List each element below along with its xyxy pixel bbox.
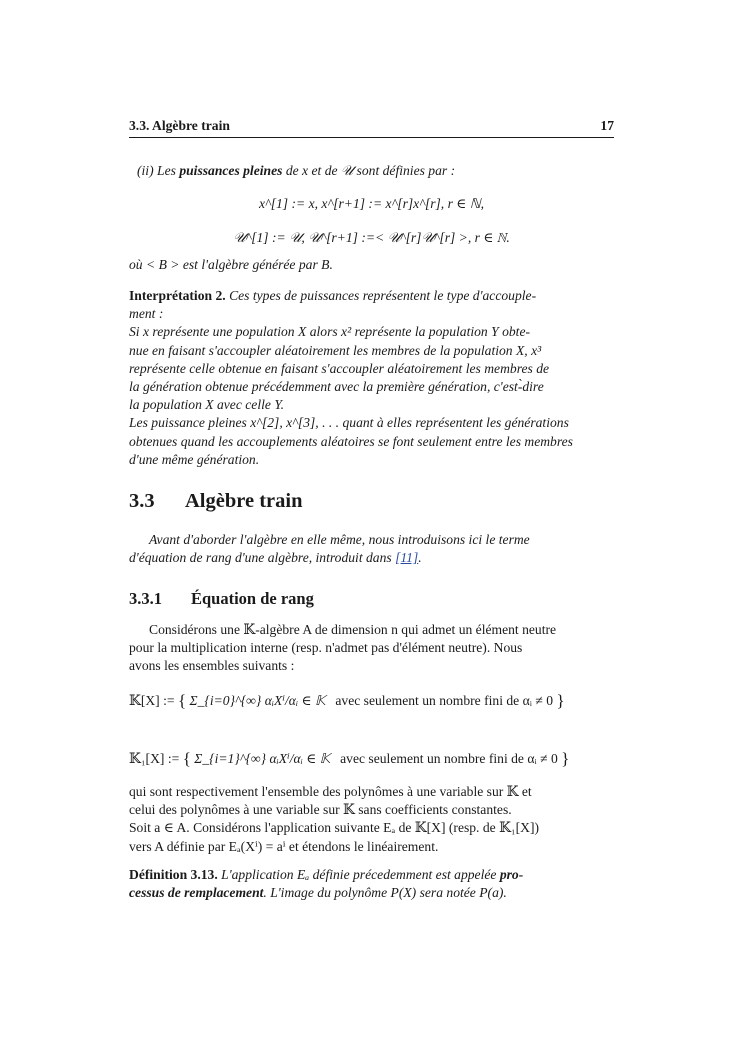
- paragraph-line: Considérons une 𝕂-algèbre A de dimension n qui admet un élément neutre: [149, 622, 557, 637]
- close-brace: }: [561, 749, 570, 768]
- paragraph-line: pour la multiplication interne (resp. n'admet pas d'élément neutre). Nous: [129, 640, 523, 656]
- interpretation-line: Si x représente une population X alors x² représente la population Y obte-: [129, 324, 531, 340]
- interpretation-line: la population X avec celle Y.: [129, 397, 285, 413]
- section-heading: [129, 492, 302, 510]
- paragraph-line: qui sont respectivement l'ensemble des polynômes à une variable sur 𝕂 et: [129, 784, 532, 799]
- set-definition-k: [129, 692, 614, 710]
- page-number: 17: [600, 118, 614, 133]
- item-ii-bold-term: puissances pleines: [179, 163, 283, 178]
- item-ii-label: (ii): [137, 163, 154, 178]
- close-brace: }: [556, 691, 565, 710]
- interpretation-line: nue en faisant s'accoupler aléatoirement les membres de la population X, x³: [129, 342, 542, 358]
- section-intro: [129, 531, 614, 567]
- definition-block: [129, 866, 614, 902]
- open-brace: {: [177, 691, 187, 710]
- subsection-paragraph-1: [129, 621, 614, 676]
- item-ii-text-b: de x et de 𝒰 sont définies par :: [285, 163, 456, 178]
- interpretation-line: obtenues quand les accouplements aléatoires se font seulement entre les membres: [129, 433, 573, 449]
- section-title: Algèbre train: [185, 490, 303, 512]
- set-condition: avec seulement un nombre fini de αᵢ ≠ 0: [340, 751, 558, 766]
- subsection-title: Équation de rang: [191, 589, 314, 608]
- interpretation-line: la génération obtenue précédemment avec la première génération, c'est-̀dire: [129, 379, 544, 395]
- subsection-number: 3.3.1: [129, 589, 162, 608]
- item-ii-note: où < B > est l'algèbre générée par B.: [129, 257, 333, 272]
- set-lhs: 𝕂[X] :=: [129, 693, 175, 708]
- running-header: [129, 117, 614, 138]
- set-lhs: 𝕂₁[X] :=: [129, 751, 180, 766]
- citation-link[interactable]: [11]: [395, 550, 419, 566]
- header-section-title: 3.3. Algèbre train: [129, 118, 230, 133]
- set-condition: avec seulement un nombre fini de αᵢ ≠ 0: [335, 693, 554, 708]
- section-intro-end: .: [418, 550, 422, 566]
- section-number: 3.3: [129, 490, 155, 512]
- definition-label: Définition 3.13.: [129, 867, 218, 882]
- paragraph-line: avons les ensembles suivants :: [129, 658, 295, 674]
- formula-power-u: 𝒰^[1] := 𝒰, 𝒰^[r+1] :=< 𝒰^[r]𝒰^[r] >, r ∈ ℕ.: [233, 230, 510, 245]
- set-sum: Σ_{i=0}^{∞} αᵢXⁱ/αᵢ ∈ 𝕂: [189, 693, 326, 708]
- interpretation-block: [129, 287, 614, 469]
- section-intro-line: Avant d'aborder l'algèbre en elle même, nous introduisons ici le terme: [149, 532, 530, 547]
- subsection-paragraph-2: [129, 783, 614, 856]
- definition-term: pro-: [499, 867, 524, 882]
- interpretation-line: Les puissance pleines x^[2], x^[3], . . . quant à elles représentent les générations: [129, 415, 569, 431]
- item-ii-line: [137, 162, 622, 180]
- interpretation-line: d'une même génération.: [129, 451, 260, 467]
- interpretation-line: Ces types de puissances représentent le type d'accouple-: [229, 288, 537, 303]
- set-definition-k1: [129, 750, 614, 768]
- paragraph-line: vers A définie par Eₐ(Xⁱ) = aⁱ et étendons le linéairement.: [129, 838, 439, 854]
- paragraph-line: Soit a ∈ A. Considérons l'application suivante Eₐ de 𝕂[X] (resp. de 𝕂₁[X]): [129, 820, 540, 836]
- formula-power-x: x^[1] := x, x^[r+1] := x^[r]x^[r], r ∈ ℕ,: [258, 196, 485, 211]
- definition-text: . L'image du polynôme P(X) sera notée P(a).: [263, 885, 507, 901]
- open-brace: {: [182, 749, 191, 768]
- section-intro-line: d'équation de rang d'une algèbre, introduit dans: [129, 550, 392, 566]
- definition-term: cessus de remplacement: [129, 885, 264, 901]
- interpretation-line: représente celle obtenue en faisant s'accoupler aléatoirement les membres de: [129, 360, 550, 376]
- set-sum: Σ_{i=1}^{∞} αᵢXⁱ/αᵢ ∈ 𝕂: [194, 751, 330, 766]
- interpretation-line: ment :: [129, 306, 164, 322]
- item-ii-text-a: Les: [157, 163, 176, 178]
- paragraph-line: celui des polynômes à une variable sur 𝕂 sans coefficients constantes.: [129, 802, 512, 818]
- definition-text: L'application Eₐ définie précedemment est appelée: [221, 867, 497, 882]
- subsection-heading: [129, 590, 314, 608]
- interpretation-label: Interprétation 2.: [129, 288, 226, 303]
